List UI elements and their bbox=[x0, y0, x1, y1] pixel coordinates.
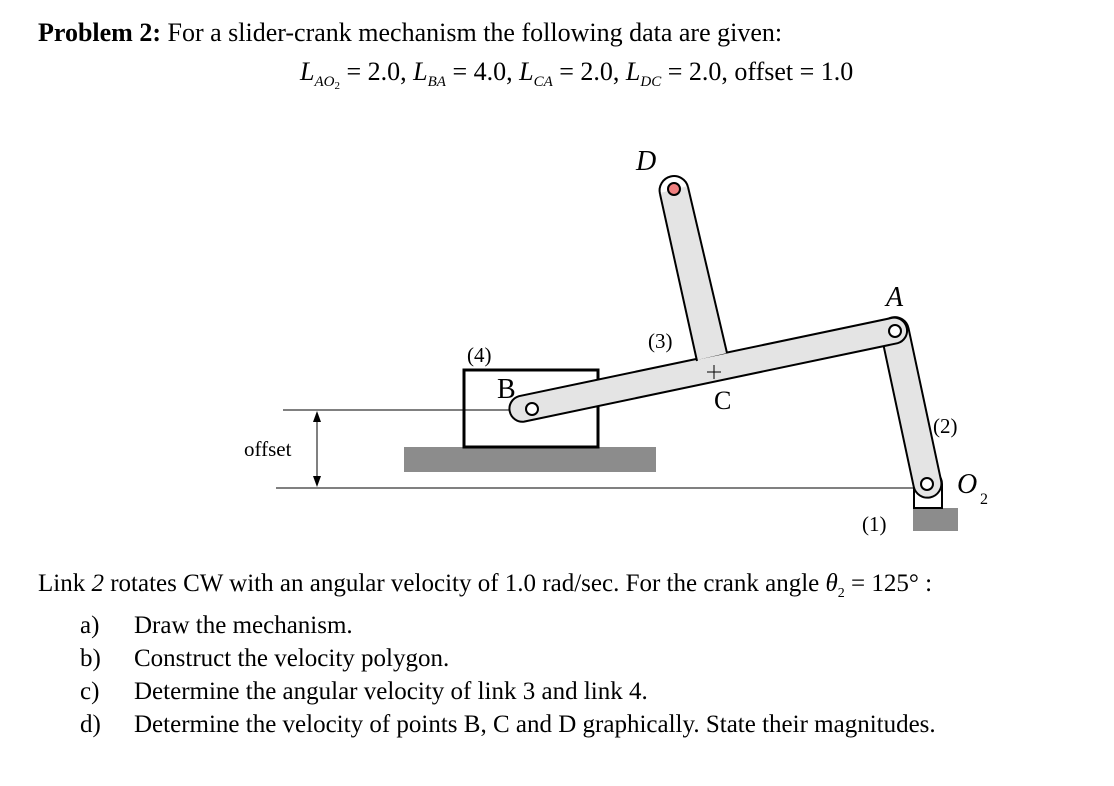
label-o: O bbox=[957, 469, 978, 500]
label-link-4: (4) bbox=[467, 343, 492, 367]
l-ao2-value: = 2.0, bbox=[346, 57, 407, 86]
label-d: D bbox=[636, 146, 657, 177]
label-b: B bbox=[497, 374, 516, 405]
mechanism-figure bbox=[0, 130, 1114, 550]
l-dc-value: = 2.0, bbox=[667, 57, 728, 86]
label-c: C bbox=[714, 386, 732, 415]
label-link-1: (1) bbox=[862, 512, 887, 536]
slider-ground bbox=[404, 447, 656, 472]
problem-heading bbox=[38, 18, 782, 48]
pin-b bbox=[526, 403, 538, 415]
pin-d bbox=[668, 183, 680, 195]
pin-a bbox=[889, 325, 901, 337]
label-a: A bbox=[886, 282, 904, 313]
pin-o2 bbox=[921, 478, 933, 490]
pivot-ground bbox=[913, 508, 958, 531]
label-link-3: (3) bbox=[648, 329, 673, 353]
label-link-2: (2) bbox=[933, 414, 958, 438]
given-data-line: $L_{AO_2} = 2.0$, $L_{BA} = 4.0$, $L_{CA} = 2.0$, $L_{DC} = 2.0$, offset = 1.0 bbox=[300, 57, 854, 92]
label-o-sub: 2 bbox=[980, 491, 988, 508]
task-item: d) Determine the velocity of points B, C and D graphically. State their magnitudes. bbox=[80, 711, 936, 738]
l-ba-value: = 4.0, bbox=[452, 57, 513, 86]
offset-arrow-up bbox=[313, 411, 321, 422]
task-item: a) Draw the mechanism. bbox=[80, 612, 353, 639]
offset-arrow-down bbox=[313, 476, 321, 487]
task-link-number: 2 bbox=[91, 570, 104, 597]
task-intro-b: rotates CW with an angular velocity of 1.0 rad/sec. For the crank angle bbox=[110, 570, 820, 597]
task-item: c) Determine the angular velocity of link 3 and link 4. bbox=[80, 678, 648, 705]
task-item: b) Construct the velocity polygon. bbox=[80, 645, 450, 672]
task-theta-value: = 125° : bbox=[851, 570, 933, 597]
problem-statement: For a slider-crank mechanism the following data are given: bbox=[167, 18, 783, 47]
offset-value: offset = 1.0 bbox=[734, 57, 854, 86]
problem-label: Problem 2: bbox=[38, 18, 161, 47]
task-intro-a: Link bbox=[38, 570, 86, 597]
task-statement: Link 2 rotates CW with an angular velocity of 1.0 rad/sec. For the crank angle $\theta_2 = 125^\circ$ : bbox=[38, 570, 933, 601]
l-ca-value: = 2.0, bbox=[559, 57, 620, 86]
label-offset: offset bbox=[244, 437, 292, 461]
